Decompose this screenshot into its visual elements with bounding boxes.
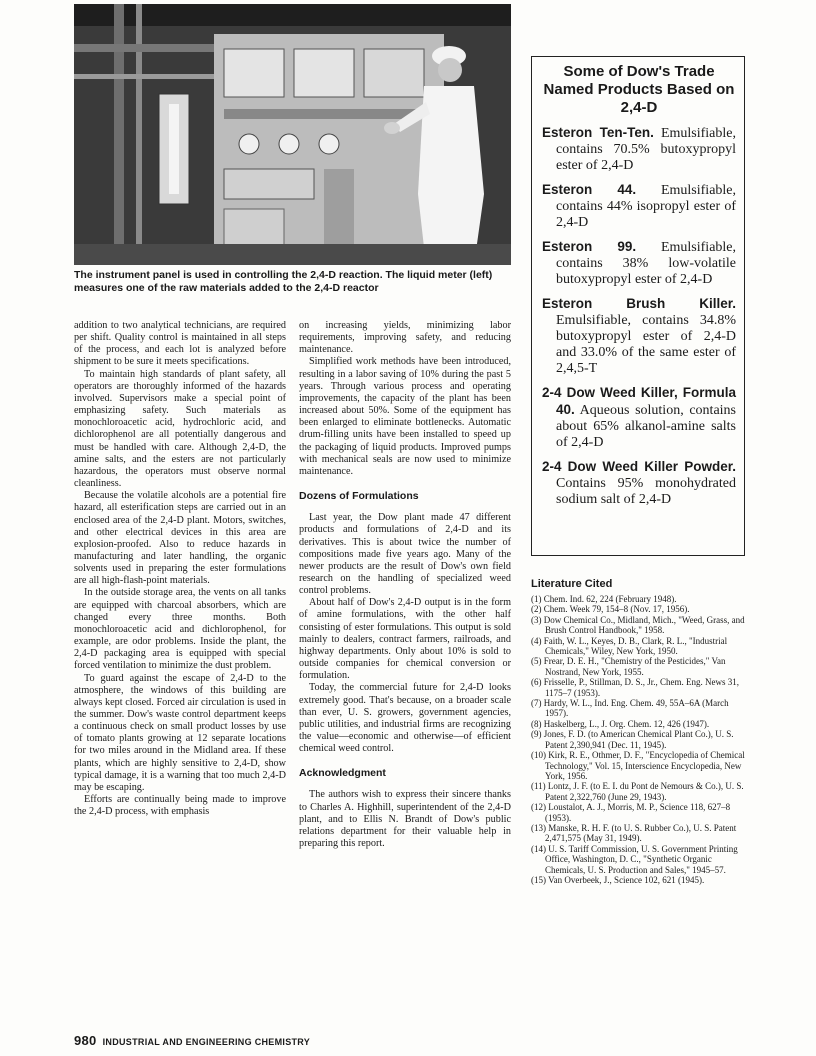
- product-desc: Emulsifiable, contains 70.5% butoxypropyl ester of 2,4-D: [556, 126, 736, 173]
- product-desc: Emulsifiable, contains 38% low-volatile butoxypropyl ester of 2,4-D: [556, 240, 737, 287]
- paragraph: To maintain high standards of plant safety, all operators are thoroughly informed of the hazards involved. Supervisors make a special point of emphasizing safety. Such materials as monochloroacetic acid, hydrochloric acid, and dichlorophenol are all potentially dangerous and must be handled with care. Although 2,4-D, the amine salts, and the esters are not particularly hazardous, the operators must observe normal cleanliness.: [74, 368, 286, 490]
- product-entry: [542, 125, 736, 174]
- reference: (1) Chem. Ind. 62, 224 (February 1948).: [531, 594, 677, 604]
- body-column-1: [74, 320, 286, 818]
- photo-caption: The instrument panel is used in controlling the 2,4-D reaction. The liquid meter (left) measures one of the raw materials added to the 2,4-D reactor: [74, 269, 493, 294]
- reference: (11) Lontz, J. F. (to E. I. du Pont de Nemours & Co.), U. S. Patent 2,322,760 (June 29, 1943).: [531, 781, 744, 802]
- paragraph: Because the volatile alcohols are a potential fire hazard, all esterification steps are carried out in an enclosed area of the 2,4-D plant. Motors, switches, and other electrical devices in this area are explosion-proofed. Also to reduce hazards in manufacturing and later handling, the organic solvents used in preparing the ester formulations are all high-flash-point materials.: [74, 490, 286, 587]
- product-name: 2-4 Dow Weed Killer, Formula 40.: [542, 385, 736, 417]
- paragraph: The authors wish to express their sincere thanks to Charles A. Highhill, superintendent of the 2,4-D plant, and to Ellis N. Brandt of Dow's public relations department for their valuable help in preparing this report.: [299, 789, 511, 850]
- paragraph: Simplified work methods have been introduced, resulting in a labor saving of 10% during the past 5 years. Through various process and operating improvements, the capacity of the plant has been increased about 50%. Some of the equipment has been enlarged to eliminate bottlenecks. Automatic drum-filling units have been installed to speed up the packaging of liquid products. Improved pumps with mechanical seals are now used to minimize maintenance.: [299, 356, 511, 477]
- product-entry: [542, 239, 736, 288]
- reference: (15) Van Overbeek, J., Science 102, 621 (1945).: [531, 874, 705, 885]
- paragraph: addition to two analytical technicians, are required per shift. Quality control is maintained in all steps of the process, and each lot is analyzed before shipment to be sure it meets specifications.: [74, 320, 286, 368]
- paragraph: Efforts are continually being made to improve the 2,4-D process, with emphasis: [74, 794, 286, 818]
- paragraph: Last year, the Dow plant made 47 different products and formulations of 2,4-D and its derivatives. This is about twice the number of compositions made five years ago. Many of the newer products are the result of Dow's own field research on the handling of specialized weed control problems.: [299, 512, 511, 597]
- product-desc: Emulsifiable, contains 34.8% butoxypropyl ester of 2,4-D and 33.0% of the same ester of 2,4,5-T: [556, 313, 736, 376]
- trade-products-box: [531, 56, 745, 556]
- product-desc: Emulsifiable, contains 44% isopropyl ester of 2,4-D: [556, 183, 737, 230]
- reference: (5) Frear, D. E. H., "Chemistry of the Pesticides," Van Nostrand, New York, 1955.: [531, 656, 726, 677]
- literature-title: Literature Cited: [531, 578, 613, 590]
- section-heading-formulations: Dozens of Formulations: [299, 490, 419, 503]
- product-name: Esteron Brush Killer.: [542, 296, 736, 311]
- product-entry: [542, 182, 736, 231]
- product-name: Esteron 44.: [542, 182, 637, 197]
- product-name: Esteron Ten-Ten.: [542, 125, 654, 140]
- page-footer: [74, 1033, 310, 1048]
- paragraph: In the outside storage area, the vents on all tanks are equipped with charcoal absorbers, which are changed every three months. Both monochloroacetic acid and dichlorophenol, for example, are odor problems. Inside the plant, the 2,4-D packaging area is equipped with special forced ventilation to minimize the dust problem.: [74, 587, 286, 672]
- body-column-2: [299, 320, 511, 850]
- product-desc: Aqueous solution, contains about 65% alkanol-amine salts of 2,4-D: [556, 403, 736, 450]
- product-entry: [542, 296, 736, 377]
- sidebar-title: Some of Dow's Trade Named Products Based on 2,4-D: [543, 63, 735, 116]
- reference: (6) Frisselle, P., Stillman, D. S., Jr., Chem. Eng. News 31, 1175–7 (1953).: [531, 677, 740, 698]
- reference: (3) Dow Chemical Co., Midland, Mich., "Weed, Grass, and Brush Control Handbook," 1958.: [531, 614, 745, 636]
- reference: (8) Haskelberg, L., J. Org. Chem. 12, 426 (1947).: [531, 718, 710, 729]
- product-entry: [542, 459, 736, 508]
- instrument-panel-photo: [74, 4, 511, 265]
- reference: (4) Faith, W. L., Keyes, D. B., Clark, R. L., "Industrial Chemicals," Wiley, New York, 1950.: [531, 635, 728, 657]
- paragraph: on increasing yields, minimizing labor requirements, improving safety, and reducing maintenance.: [299, 320, 511, 356]
- product-desc: Contains 95% monohydrated sodium salt of 2,4-D: [556, 476, 736, 507]
- literature-cited: [531, 578, 745, 885]
- reference: (9) Jones, F. D. (to American Chemical Plant Co.), U. S. Patent 2,390,941 (Dec. 11, 1945).: [531, 729, 734, 750]
- reference: (2) Chem. Week 79, 154–8 (Nov. 17, 1956).: [531, 604, 690, 615]
- paragraph: About half of Dow's 2,4-D output is in the form of amine formulations, with the other half consisting of ester formulations. This output is sold mainly to dealers, contract farmers, railroads, and highway departments. Only about 10% is sold to outside companies for chemical conversion or formulation.: [299, 597, 511, 682]
- paragraph: Today, the commercial future for 2,4-D looks extremely good. That's because, on a broader scale than ever, U. S. growers, government agencies, public utilities, and industrial firms are recognizing the value—economic and otherwise—of efficient chemical weed control.: [299, 682, 511, 755]
- reference: (7) Hardy, W. L., Ind. Eng. Chem. 49, 55A–6A (March 1957).: [531, 698, 729, 719]
- reference: (12) Loustalot, A. J., Morris, M. P., Science 118, 627–8 (1953).: [531, 802, 731, 823]
- reference: (13) Manske, R. H. F. (to U. S. Rubber Co.), U. S. Patent 2,471,575 (May 31, 1949).: [531, 822, 737, 844]
- reference: (14) U. S. Tariff Commission, U. S. Government Printing Office, Washington, D. C., "Synthetic Organic Chemicals, U. S. Production and Sales," 1945–57.: [531, 843, 738, 875]
- paragraph: To guard against the escape of 2,4-D to the atmosphere, the windows of this building are always kept closed. Forced air circulation is used in the summer. Dow's waste control department keeps a continuous check on small product losses by use of tomato plants growing at 12 separate locations for two miles around in the Midland area. If these plants, which are highly sensitive to 2,4-D, show typical damage, it is a warning that too much 2,4-D may be escaping.: [74, 672, 286, 793]
- page-number: 980: [74, 1033, 97, 1048]
- plant-photo: [74, 4, 511, 265]
- product-entry: [542, 385, 736, 451]
- product-name: Esteron 99.: [542, 239, 637, 254]
- journal-name: INDUSTRIAL AND ENGINEERING CHEMISTRY: [102, 1037, 311, 1047]
- section-heading-acknowledgment: Acknowledgment: [299, 767, 386, 780]
- product-name: 2-4 Dow Weed Killer Powder.: [542, 459, 736, 474]
- reference: (10) Kirk, R. E., Othmer, D. F., "Encyclopedia of Chemical Technology," Vol. 15, Interscience Encyclopedia, New York, 1956.: [531, 750, 745, 781]
